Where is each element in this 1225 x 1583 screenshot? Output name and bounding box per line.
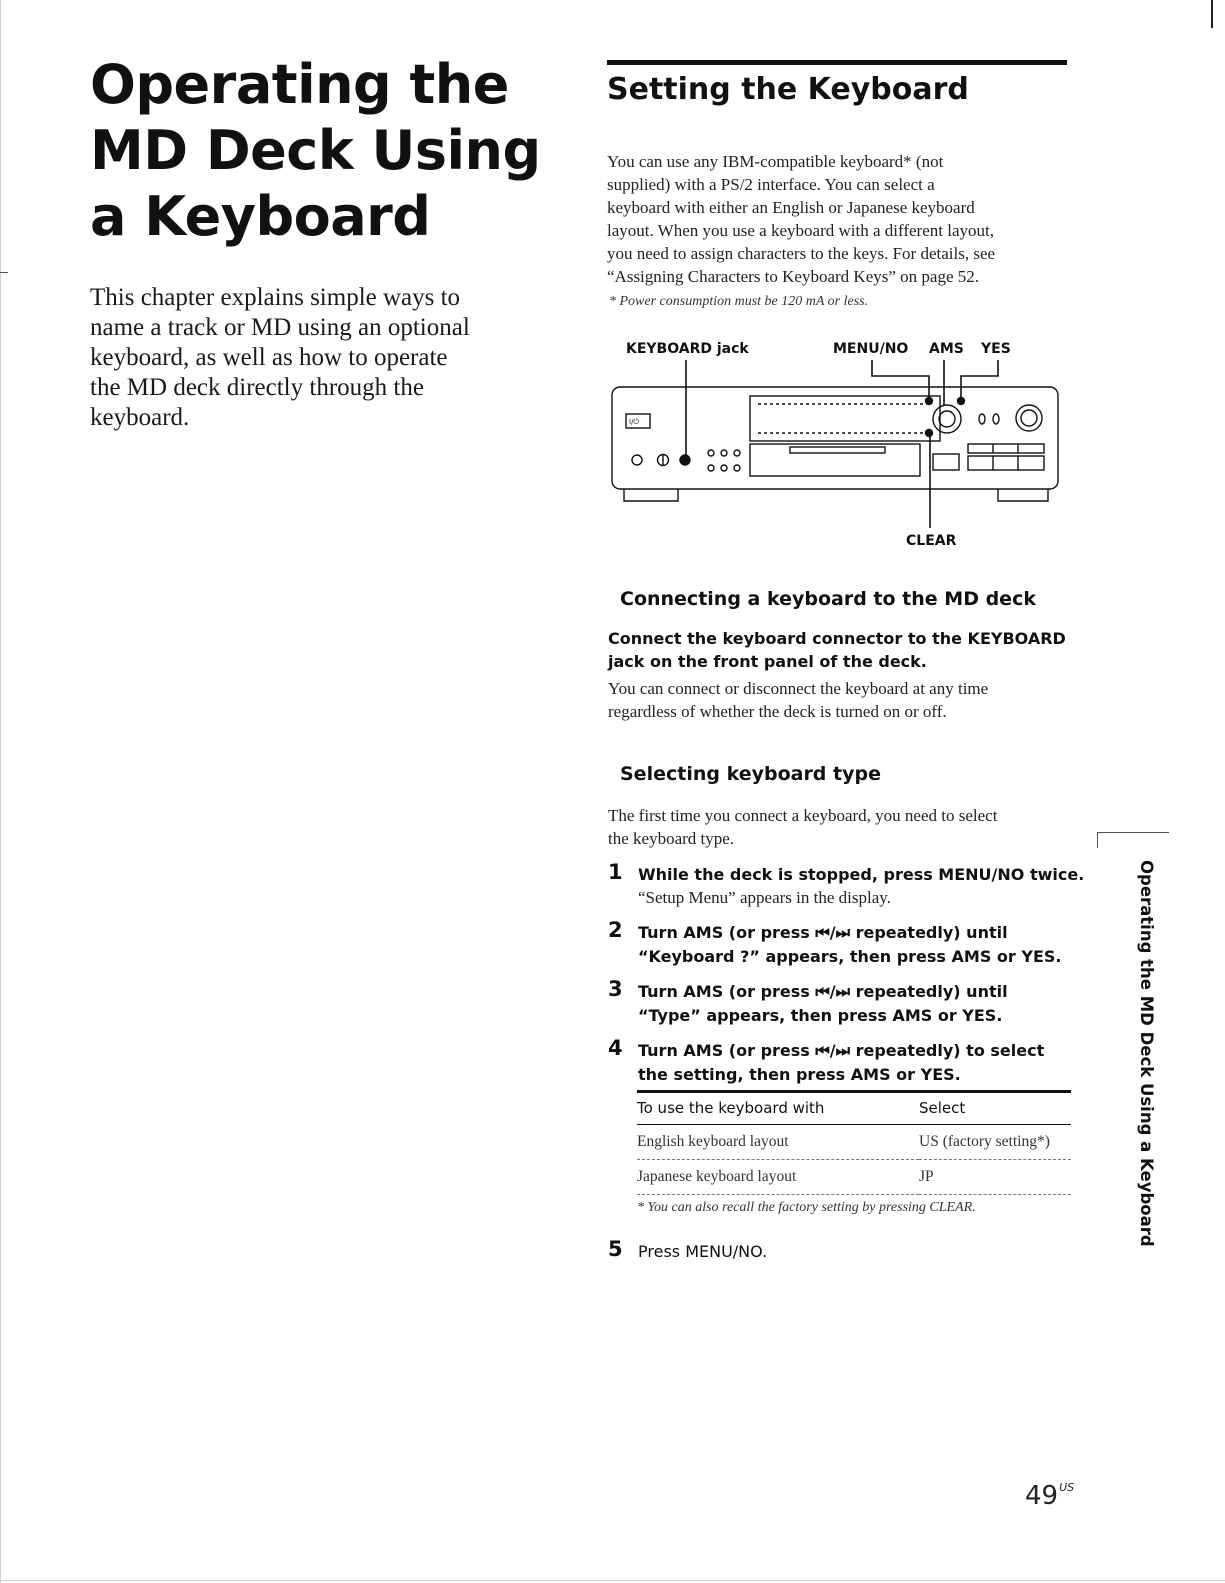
side-tab-rule [1097,832,1169,833]
table-cell: JP [919,1160,1071,1195]
deck-display [750,396,940,441]
step-line: “Keyboard ?” appears, then press AMS or YES. [638,947,1062,966]
keyboard-type-table [637,1090,1071,1195]
body-line: keyboard with either an English or Japanese keyboard [607,198,975,217]
step-line: Press MENU/NO. [638,1242,768,1261]
table-header: Select [919,1092,1071,1125]
menu-no-label: MENU/NO [833,341,909,357]
table-header: To use the keyboard with [637,1092,919,1125]
step-line: Turn AMS (or press ⏮/⏭ repeatedly) to select [638,1041,1045,1060]
step-number: 5 [608,1237,623,1261]
record-level-knob [1016,405,1042,431]
table-row [637,1125,1071,1160]
step-number: 3 [608,977,623,1001]
skip-buttons [968,444,1044,453]
step-line: While the deck is stopped, press MENU/NO twice. [638,865,1085,884]
connecting-note [608,677,988,723]
md-deck-diagram [600,360,1070,535]
table-cell: Japanese keyboard layout [637,1160,919,1195]
yes-label: YES [981,341,1011,357]
step-line: Turn AMS (or press ⏮/⏭ repeatedly) until [638,923,1008,942]
deck-foot-right [998,489,1048,501]
side-tab-edge [1097,832,1098,848]
intro-line: the keyboard type. [608,829,735,848]
chapter-title-line: a Keyboard [90,185,431,248]
page-edge-bottom [0,1580,1225,1581]
side-tab-label: Operating the MD Deck Using a Keyboard [1137,860,1156,1247]
phones-jack [632,455,642,465]
chapter-intro-line: the MD deck directly through the [90,374,424,401]
step-line: “Type” appears, then press AMS or YES. [638,1006,1003,1025]
section-body [607,150,995,288]
connecting-instruction [608,627,1066,673]
instruction-line: Connect the keyboard connector to the KEYBOARD [608,629,1066,648]
table-footnote: * You can also recall the factory setting by pressing CLEAR. [637,1200,976,1215]
keyboard-jack-port [680,455,690,465]
selecting-heading: Selecting keyboard type [620,763,881,785]
clear-button-dot [926,430,933,437]
section-rule [607,60,1067,65]
instruction-line: jack on the front panel of the deck. [608,652,927,671]
page-number [1025,1481,1074,1511]
step-result: “Setup Menu” appears in the display. [638,888,891,907]
play-buttons [968,456,1044,470]
connecting-heading: Connecting a keyboard to the MD deck [620,588,1036,610]
chapter-intro-line: keyboard, as well as how to operate [90,344,448,371]
leader-yes [961,360,998,401]
deck-body [612,387,1058,489]
selecting-intro [608,804,997,850]
chapter-title-line: MD Deck Using [90,119,541,182]
page-number-value: 49 [1025,1481,1059,1511]
step-number: 4 [608,1036,623,1060]
step-line: Turn AMS (or press ⏮/⏭ repeatedly) until [638,982,1008,1001]
table-cell: US (factory setting*) [919,1125,1071,1160]
keyboard-jack-label: KEYBOARD jack [626,341,749,357]
page-edge-left [0,0,1,1583]
page-number-suffix: US [1059,1481,1075,1494]
body-line: layout. When you use a keyboard with a different layout, [607,221,994,240]
page-edge-right-mark [1211,0,1213,28]
chapter-title [90,52,541,250]
ams-label: AMS [929,341,964,357]
table-row [637,1160,1071,1195]
section-title: Setting the Keyboard [607,72,969,107]
note-line: regardless of whether the deck is turned on or off. [608,702,947,721]
leader-menu-no [872,360,929,401]
table-header-row [637,1092,1071,1125]
chapter-title-line: Operating the [90,53,509,116]
deck-foot-left [624,489,678,501]
body-line: You can use any IBM-compatible keyboard* (not [607,152,944,171]
step-number: 1 [608,860,623,884]
chapter-intro-line: keyboard. [90,404,190,431]
chapter-intro-line: This chapter explains simple ways to [90,284,461,311]
chapter-intro [90,283,510,433]
chapter-intro-line: name a track or MD using an optional [90,314,470,341]
body-line: “Assigning Characters to Keyboard Keys” on page 52. [607,267,980,286]
note-line: You can connect or disconnect the keyboard at any time [608,679,989,698]
clear-label: CLEAR [906,533,957,549]
disc-slot [750,444,920,476]
power-switch-label: I/⏻ [629,418,639,426]
body-line: you need to assign characters to the keys. For details, see [607,244,996,263]
power-footnote: * Power consumption must be 120 mA or less. [609,294,869,309]
intro-line: The first time you connect a keyboard, you need to select [608,806,998,825]
step-number: 2 [608,918,623,942]
table-cell: English keyboard layout [637,1125,919,1160]
ams-dial [933,405,961,433]
step-line: the setting, then press AMS or YES. [638,1065,961,1084]
body-line: supplied) with a PS/2 interface. You can select a [607,175,935,194]
eject-button [933,454,959,470]
margin-tick [0,272,8,273]
